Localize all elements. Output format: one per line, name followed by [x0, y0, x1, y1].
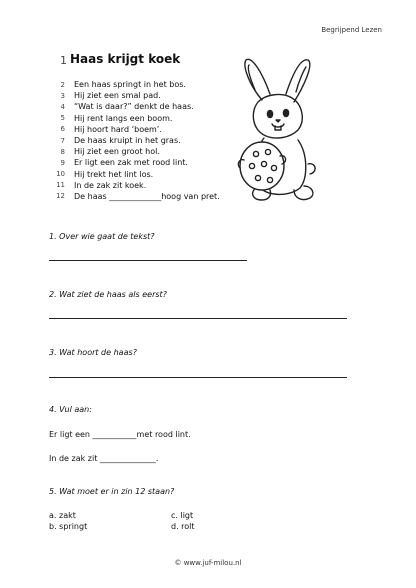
option-c[interactable]: c. ligt	[171, 511, 194, 520]
line-number: 11	[56, 181, 65, 190]
line-number: 3	[60, 91, 65, 100]
answer-line-1[interactable]	[49, 260, 247, 261]
bunny-illustration	[228, 56, 328, 206]
question-3: 3. Wat hoort de haas?	[49, 348, 137, 357]
answer-options	[49, 511, 309, 533]
line-number: 5	[60, 114, 65, 123]
question-5: 5. Wat moet er in zin 12 staan?	[49, 487, 175, 496]
line-text: De haas kruipt in het gras.	[74, 136, 181, 146]
option-a[interactable]: a. zakt	[49, 511, 76, 520]
line-number: 2	[60, 80, 65, 89]
answer-line-2[interactable]	[49, 318, 347, 319]
option-d[interactable]: d. rolt	[171, 522, 195, 531]
line-number: 6	[60, 125, 65, 134]
answer-line-3[interactable]	[49, 377, 347, 378]
title-line-number: 1	[60, 54, 67, 67]
question-2: 2. Wat ziet de haas als eerst?	[49, 290, 167, 299]
line-number: 8	[60, 147, 65, 156]
question-1: 1. Over wie gaat de tekst?	[49, 232, 155, 241]
line-number: 12	[56, 192, 65, 201]
question-4: 4. Vul aan:	[49, 405, 92, 414]
line-text: “Wat is daar?” denkt de haas.	[74, 102, 194, 112]
line-text: In de zak zit koek.	[74, 180, 147, 190]
line-text: Hij ziet een smal pad.	[74, 91, 161, 101]
fill-in-sentence-1[interactable]: Er ligt een ___________met rood lint.	[49, 430, 191, 439]
option-b[interactable]: b. springt	[49, 522, 88, 531]
line-number: 10	[56, 170, 65, 179]
line-text: Er ligt een zak met rood lint.	[74, 158, 188, 168]
line-text: Hij ziet een groot hol.	[74, 147, 160, 157]
page-title: Haas krijgt koek	[70, 52, 181, 66]
line-text: Hij trekt het lint los.	[74, 169, 154, 179]
header-label: Begrijpend Lezen	[321, 26, 382, 34]
line-text: Een haas springt in het bos.	[74, 80, 186, 90]
line-number: 9	[60, 158, 65, 167]
line-text: Hij rent langs een boom.	[74, 113, 173, 123]
footer-credit: © www.juf-milou.nl	[174, 559, 242, 567]
line-text: De haas _____________hoog van pret.	[74, 191, 220, 201]
line-number: 7	[60, 136, 65, 145]
line-text: Hij hoort hard ‘boem’.	[74, 124, 162, 134]
line-number: 4	[60, 102, 65, 111]
fill-in-sentence-2[interactable]: In de zak zit ______________.	[49, 454, 159, 463]
